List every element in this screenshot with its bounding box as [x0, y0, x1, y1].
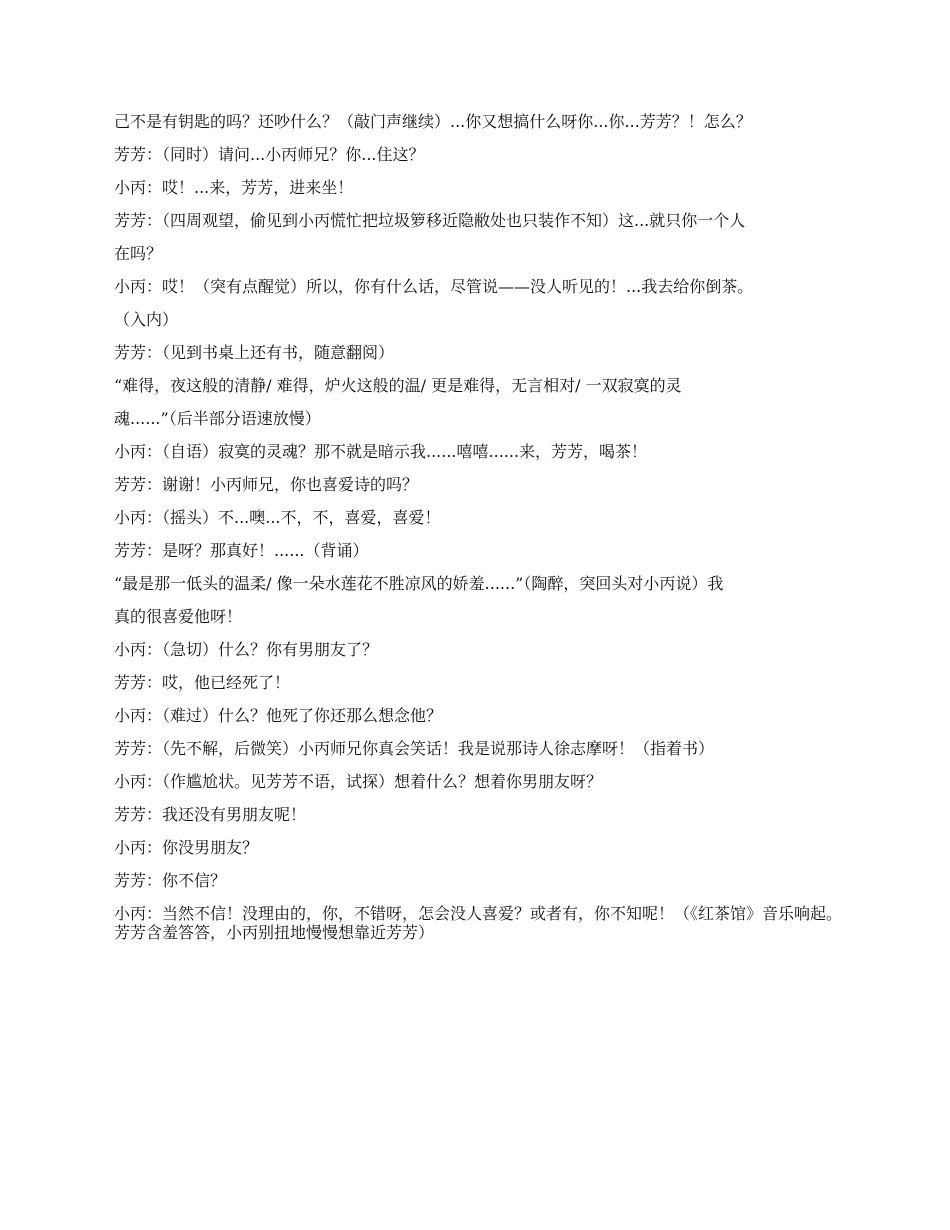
- script-line: 芳芳：（先不解，后微笑）小丙师兄你真会笑话！我是说那诗人徐志摩呀！（指着书）: [114, 739, 715, 758]
- script-line: 小丙：（自语）寂寞的灵魂？那不就是暗示我......嘻嘻......来，芳芳，喝茶！: [114, 442, 648, 461]
- script-line: 芳芳：我还没有男朋友呢！: [114, 805, 307, 824]
- script-line: 小丙：当然不信！没理由的，你，不错呀，怎会没人喜爱？或者有，你不知呢！（《红茶馆》音乐响起。芳芳含羞答答，小丙别扭地慢慢想靠近芳芳）: [114, 904, 843, 942]
- script-line: 小丙：哎！...来，芳芳，进来坐！: [114, 178, 354, 197]
- script-text: [114, 112, 844, 956]
- script-line: 芳芳：（见到书桌上还有书，随意翻阅）: [114, 343, 395, 362]
- script-line: 小丙：你没男朋友？: [114, 838, 259, 857]
- script-line: 小丙：（难过）什么？他死了你还那么想念他？: [114, 706, 443, 725]
- script-line: 小丙：（摇头）不...噢...不，不，喜爱，喜爱！: [114, 508, 441, 527]
- script-line: 在吗？: [114, 244, 163, 263]
- script-line: 芳芳：是呀？那真好！......（背诵）: [114, 541, 369, 560]
- script-line: （入内）: [114, 310, 179, 329]
- script-line: 魂......”（后半部分语速放慢）: [114, 409, 321, 428]
- script-line: 小丙：哎！（突有点醒觉）所以，你有什么话，尽管说——没人听见的！...我去给你倒茶。: [114, 277, 754, 296]
- script-line: 芳芳：哎，他已经死了！: [114, 673, 291, 692]
- script-line: 芳芳：（四周观望，偷见到小丙慌忙把垃圾箩移近隐敝处也只装作不知）这...就只你一个人: [114, 211, 746, 230]
- script-line: 芳芳：谢谢！小丙师兄，你也喜爱诗的吗？: [114, 475, 419, 494]
- script-line: 真的很喜爱他呀！: [114, 607, 243, 626]
- script-line: 芳芳：你不信？: [114, 871, 227, 890]
- script-line: 芳芳：（同时）请问...小丙师兄？你...住这？: [114, 145, 425, 164]
- script-line: “最是那一低头的温柔/ 像一朵水莲花不胜凉风的娇羞......”（陶醉，突回头对小丙说）我: [114, 574, 724, 593]
- script-line: 己不是有钥匙的吗？还吵什么？（敲门声继续）...你又想搞什么呀你...你...芳芳？！怎么？: [114, 112, 752, 131]
- script-line: “难得，夜这般的清静/ 难得，炉火这般的温/ 更是难得，无言相对/ 一双寂寞的灵: [114, 376, 682, 395]
- script-line: 小丙：（急切）什么？你有男朋友了？: [114, 640, 379, 659]
- script-line: 小丙：（作尴尬状。见芳芳不语，试探）想着什么？想着你男朋友呀？: [114, 772, 603, 791]
